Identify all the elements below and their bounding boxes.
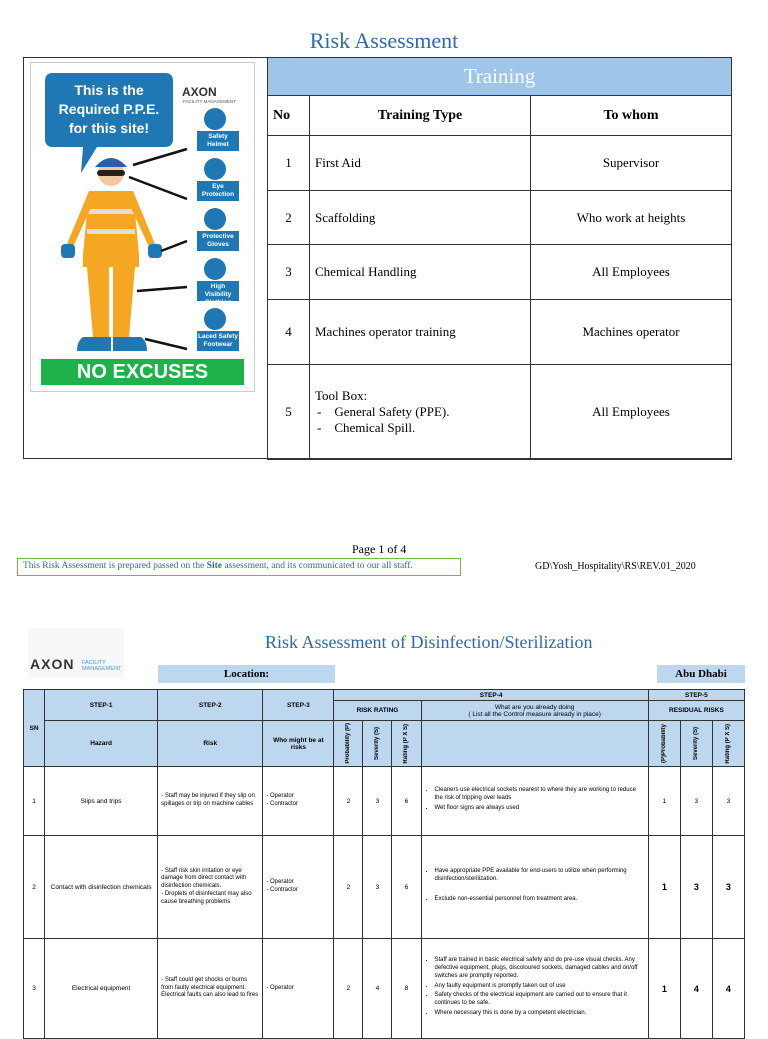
helmet-icon bbox=[95, 158, 127, 167]
row-p: 2 bbox=[334, 836, 363, 939]
row-type: Scaffolding bbox=[310, 191, 531, 245]
goggles-icon bbox=[97, 170, 125, 176]
row-type: Chemical Handling bbox=[310, 245, 531, 300]
severity-header: Severity (S) bbox=[374, 726, 381, 760]
controls-header bbox=[421, 721, 648, 767]
row-whom: All Employees bbox=[531, 365, 732, 460]
ppe-label-helmet: Safety Helmet bbox=[207, 133, 229, 148]
row-r: 8 bbox=[392, 939, 421, 1039]
row-whom: Machines operator bbox=[531, 300, 732, 365]
row-no: 2 bbox=[268, 191, 310, 245]
row-controls: • Have appropriate PPE available for end-users to utilize when performing disinfection/sterilization. • Exclude non-essential personnel from treatment area. bbox=[421, 836, 648, 939]
location-value: Abu Dhabi bbox=[657, 665, 745, 683]
row-no: 3 bbox=[268, 245, 310, 300]
toolbox-label: Tool Box: bbox=[315, 388, 368, 403]
table-row bbox=[268, 136, 732, 191]
col-no: No bbox=[268, 96, 310, 136]
residual-severity-header: Severity (S) bbox=[693, 726, 700, 760]
col-step4: STEP-4 bbox=[334, 690, 648, 701]
row-r: 6 bbox=[392, 836, 421, 939]
poster-heading-1: This is the bbox=[74, 82, 144, 98]
row-no: 4 bbox=[268, 300, 310, 365]
table-row bbox=[268, 245, 732, 300]
col-step2: STEP-2 bbox=[158, 690, 263, 721]
row-risk: - Staff risk skin irritation or eye damage from direct contact with disinfection chemicals. - Droplets of disinfectant may also cause breathing problems bbox=[158, 836, 263, 939]
poster-heading-2: Required P.P.E. bbox=[58, 101, 160, 117]
gloves-icon bbox=[61, 244, 75, 258]
hazard-header: Hazard bbox=[45, 721, 158, 767]
row-r: 6 bbox=[392, 767, 421, 836]
col-training-type: Training Type bbox=[310, 96, 531, 136]
row-rr: 4 bbox=[712, 939, 744, 1039]
ppe-label-footwear: Laced Safety Footwear bbox=[197, 333, 239, 348]
toolbox-sub-2: - Chemical Spill. bbox=[317, 420, 416, 435]
row-hazard: Electrical equipment bbox=[45, 939, 158, 1039]
risk-assessment-table bbox=[23, 689, 745, 1039]
poster-heading-3: for this site! bbox=[68, 120, 150, 136]
row-who: - Operator - Contractor bbox=[263, 836, 334, 939]
col-step1: STEP-1 bbox=[45, 690, 158, 721]
rating-header: Rating (P X S) bbox=[403, 723, 410, 764]
row-s: 3 bbox=[363, 836, 392, 939]
page-title: Risk Assessment bbox=[309, 28, 459, 53]
location-label: Location: bbox=[158, 665, 335, 683]
ppe-label-clothing: High Visibility Clothing bbox=[204, 283, 232, 306]
row-type: First Aid bbox=[310, 136, 531, 191]
page-number: Page 1 of 4 bbox=[352, 542, 407, 556]
row-s: 3 bbox=[363, 767, 392, 836]
table-row bbox=[268, 365, 732, 460]
row-whom: All Employees bbox=[531, 245, 732, 300]
row-who: - Operator bbox=[263, 939, 334, 1039]
company-logo bbox=[28, 628, 124, 678]
no-excuses-text: NO EXCUSES bbox=[76, 361, 209, 383]
table-row bbox=[24, 836, 745, 939]
who-header: Who might be at risks bbox=[263, 721, 334, 767]
row-s: 4 bbox=[363, 939, 392, 1039]
toolbox-sub-1: - General Safety (PPE). bbox=[317, 404, 450, 419]
row-p: 2 bbox=[334, 767, 363, 836]
training-header: Training bbox=[268, 58, 732, 96]
row-rs: 4 bbox=[680, 939, 712, 1039]
table-row bbox=[24, 767, 745, 836]
ppe-poster bbox=[30, 62, 255, 392]
row-rr: 3 bbox=[712, 767, 744, 836]
row-sn: 2 bbox=[24, 836, 45, 939]
footer-note: This Risk Assessment is prepared passed on the Site assessment, and its communicated to our all staff. bbox=[17, 558, 461, 576]
row-whom: Supervisor bbox=[531, 136, 732, 191]
col-step5: STEP-5 bbox=[648, 690, 744, 701]
row-rp: 1 bbox=[648, 767, 680, 836]
col-step3: STEP-3 bbox=[263, 690, 334, 721]
already-doing-header: What are you already doing ( List all the Control measure already in place) bbox=[421, 701, 648, 721]
row-no: 1 bbox=[268, 136, 310, 191]
document-reference: GD\Yosh_Hospitality\RS\REV.01_2020 bbox=[535, 561, 696, 572]
ppe-label-gloves: Protective Gloves bbox=[202, 233, 234, 248]
row-controls: • Cleaners use electrical sockets nearest to where they are working to reduce the risk of tripping over leads • Wet floor signs are always used bbox=[421, 767, 648, 836]
poster-brand: AXON bbox=[182, 85, 217, 99]
row-rs: 3 bbox=[680, 836, 712, 939]
row-rp: 1 bbox=[648, 939, 680, 1039]
table-row bbox=[268, 191, 732, 245]
probability-header: Probability (P) bbox=[345, 723, 352, 764]
col-sn: SN bbox=[24, 690, 45, 767]
row-rp: 1 bbox=[648, 836, 680, 939]
row-hazard: Contact with disinfection chemicals bbox=[45, 836, 158, 939]
col-to-whom: To whom bbox=[531, 96, 732, 136]
row-rs: 3 bbox=[680, 767, 712, 836]
section-title: Risk Assessment of Disinfection/Sterilization bbox=[265, 632, 593, 652]
poster-brand-sub: FACILITY MANAGEMENT bbox=[183, 99, 236, 104]
table-row bbox=[268, 300, 732, 365]
boots-icon bbox=[77, 337, 111, 351]
row-risk: - Staff could get shocks or burns from faulty electrical equipment. Electrical faults can also lead to fires bbox=[158, 939, 263, 1039]
risk-rating-header: RISK RATING bbox=[334, 701, 421, 721]
risk-header: Risk bbox=[158, 721, 263, 767]
logo-brand: AXON bbox=[30, 656, 75, 672]
training-table bbox=[267, 57, 732, 460]
row-sn: 3 bbox=[24, 939, 45, 1039]
ppe-label-eye: Eye Protection bbox=[201, 183, 235, 198]
row-risk: - Staff may be injured if they slip on spillages or trip on machine cables bbox=[158, 767, 263, 836]
row-rr: 3 bbox=[712, 836, 744, 939]
row-hazard: Slips and trips bbox=[45, 767, 158, 836]
row-whom: Who work at heights bbox=[531, 191, 732, 245]
residual-rating-header: Rating (P X S) bbox=[725, 723, 732, 764]
logo-sub: FACILITY MANAGEMENT bbox=[82, 660, 122, 672]
row-type: Machines operator training bbox=[310, 300, 531, 365]
residual-probability-header: (P)Probability bbox=[661, 723, 668, 763]
residual-risks-header: RESIDUAL RISKS bbox=[648, 701, 744, 721]
row-p: 2 bbox=[334, 939, 363, 1039]
row-who: - Operator - Contractor bbox=[263, 767, 334, 836]
row-no: 5 bbox=[268, 365, 310, 460]
row-controls: • Staff are trained in basic electrical safety and do pre-use visual checks. Any defective equipment, plugs, discoloured sockets, damaged cables and on/off switches are promptly reported. • Any faulty equipment is promptly taken out of use • Safety checks of the electrical equipment are carried out to ensure that it continues to be safe. • Where necessary this is done by a competent electrician. bbox=[421, 939, 648, 1039]
row-type bbox=[310, 365, 531, 460]
row-sn: 1 bbox=[24, 767, 45, 836]
